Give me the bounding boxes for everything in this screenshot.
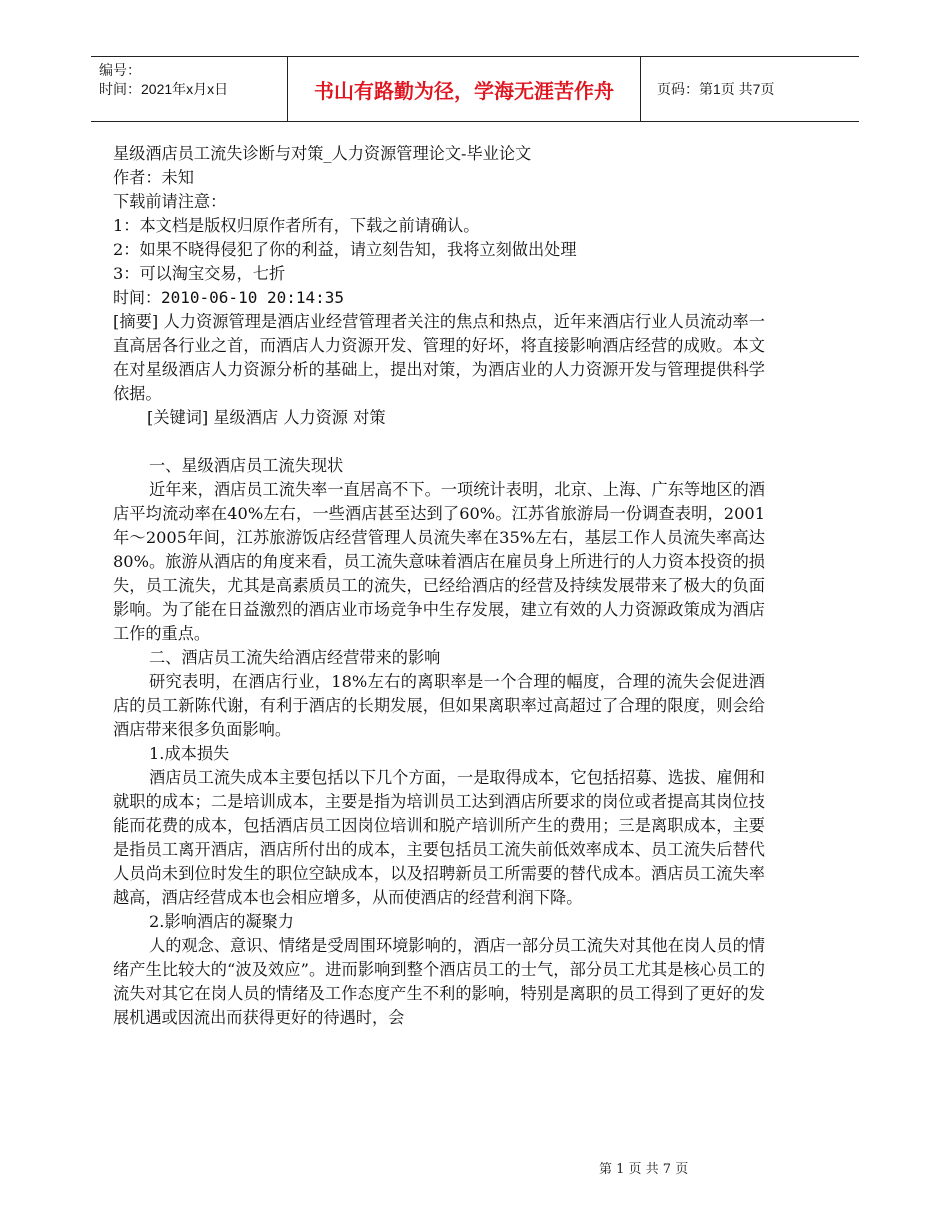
section-2-title: 二、酒店员工流失给酒店经营带来的影响 xyxy=(149,648,441,667)
header-motto: 书山有路勤为径，学海无涯苦作舟 xyxy=(287,57,641,121)
subsection-2-1-title: 1.成本损失 xyxy=(149,744,230,763)
notice-item-2: 2：如果不晓得侵犯了你的利益，请立刻告知，我将立刻做出处理 xyxy=(113,240,577,259)
section-1-paragraph: 近年来，酒店员工流失率一直居高不下。一项统计表明，北京、上海、广东等地区的酒店平均流动率在40%左右，一些酒店甚至达到了60%。江苏省旅游局一份调查表明，2001年～2005年间，江苏旅游饭店经营管理人员流失率在35%左右，基层工作人员流失率高达80%。旅游从酒店的角度来看，员工流失意味着酒店在雇员身上所进行的人力资本投资的损失，员工流失，尤其是高素质员工的流失，已经给酒店的经营及持续发展带来了极大的负面影响。为了能在日益激烈的酒店业市场竞争中生存发展，建立有效的人力资源政策成为酒店工作的重点。 xyxy=(113,480,765,643)
spacer xyxy=(113,430,765,454)
doc-title: 星级酒店员工流失诊断与对策_人力资源管理论文-毕业论文 xyxy=(113,144,532,163)
doc-author: 作者：未知 xyxy=(113,168,194,187)
subsection-2-2-paragraph: 人的观念、意识、情绪是受周围环境影响的，酒店一部分员工流失对其他在岗人员的情绪产生比较大的“波及效应”。进而影响到整个酒店员工的士气，部分员工尤其是核心员工的流失对其它在岗人员的情绪及工作态度产生不利的影响，特别是离职的员工得到了更好的发展机遇或因流出而获得更好的待遇时，会 xyxy=(113,936,765,1027)
doc-time: 时间：2010-06-10 20:14:35 xyxy=(113,288,345,307)
keywords: [关键词] 星级酒店 人力资源 对策 xyxy=(147,408,386,427)
document-body xyxy=(113,142,765,1030)
subsection-2-2-title: 2.影响酒店的凝聚力 xyxy=(149,912,294,931)
subsection-2-1-paragraph: 酒店员工流失成本主要包括以下几个方面，一是取得成本，它包括招募、选拔、雇佣和就职的成本；二是培训成本，主要是指为培训员工达到酒店所要求的岗位或者提高其岗位技能而花费的成本，包括酒店员工因岗位培训和脱产培训所产生的费用；三是离职成本，主要是指员工离开酒店，酒店所付出的成本，主要包括员工流失前低效率成本、员工流失后替代人员尚未到位时发生的职位空缺成本，以及招聘新员工所需要的替代成本。酒店员工流失率越高，酒店经营成本也会相应增多，从而使酒店的经营利润下降。 xyxy=(113,768,765,907)
section-2-paragraph: 研究表明，在酒店行业，18%左右的离职率是一个合理的幅度，合理的流失会促进酒店的员工新陈代谢，有利于酒店的长期发展，但如果离职率过高超过了合理的限度，则会给酒店带来很多负面影响。 xyxy=(113,672,765,739)
page-footer: 第 1 页 共 7 页 xyxy=(599,1162,689,1177)
header-page-info: 页码：第1页 共7页 xyxy=(657,81,775,97)
abstract: [摘要] 人力资源管理是酒店业经营管理者关注的焦点和热点，近年来酒店行业人员流动率一直高居各行业之首，而酒店人力资源开发、管理的好坏，将直接影响酒店经营的成败。本文在对星级酒店人力资源分析的基础上，提出对策，为酒店业的人力资源开发与管理提供科学依据。 xyxy=(113,312,765,403)
section-1-title: 一、星级酒店员工流失现状 xyxy=(149,456,344,475)
notice-heading: 下载前请注意： xyxy=(113,192,227,211)
page-header xyxy=(91,56,859,122)
notice-item-1: 1：本文档是版权归原作者所有，下载之前请确认。 xyxy=(113,216,480,235)
number-label: 编号： xyxy=(99,62,141,78)
notice-item-3: 3：可以淘宝交易，七折 xyxy=(113,264,286,283)
header-meta xyxy=(99,61,228,99)
date-label: 时间：2021年x月x日 xyxy=(99,81,229,97)
